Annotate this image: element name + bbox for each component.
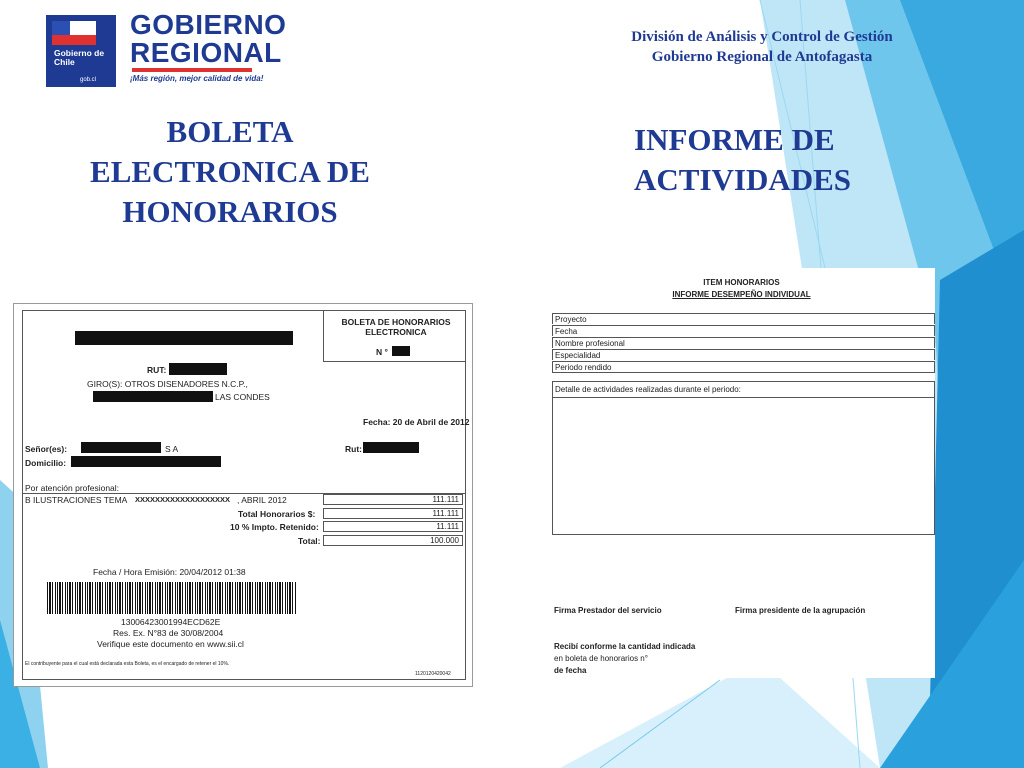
redacted-domicilio [71,456,221,467]
service-month: , ABRIL 2012 [237,495,287,505]
flag-white-stripe [70,21,96,35]
service-amount: 111.111 [323,494,463,505]
retenido-value: 11.111 [323,521,463,532]
verification-code: 13006423001994ECD62E [121,617,221,627]
redacted-name [75,331,293,345]
total-honorarios-value: 111.111 [323,508,463,519]
service-line: B ILUSTRACIONES TEMA [25,495,128,505]
flag-blue-canton [52,21,70,35]
redacted-address [93,391,213,402]
title-informe-line-2: ACTIVIDADES [634,162,852,197]
title-boleta-line-1: BOLETA [166,114,294,149]
commune-text: LAS CONDES [215,392,270,402]
form-row-fecha: Fecha [552,325,935,336]
header-gobierno-regional: Gobierno Regional de Antofagasta [651,49,873,65]
receipt-title-box [323,311,465,362]
total-value: 100.000 [323,535,463,546]
footnote: El contribuyente para el cual está declarada esta Boleta, es el encargado de retener el 10%. [25,661,230,667]
rut-label: RUT: [147,365,167,375]
barcode [47,582,297,614]
total-label: Total: [298,536,321,546]
resolution-text: Res. Ex. N°83 de 30/08/2004 [113,628,224,638]
form-row-nombre: Nombre profesional [552,337,935,348]
recibi-line-2: en boleta de honorarios n° [554,654,648,663]
domicilio-label: Domicilio: [25,458,67,468]
logo-url: gob.cl [80,77,97,83]
header-division: División de Análisis y Control de Gestión [631,29,893,45]
boleta-honorarios-document [13,303,473,687]
form-heading-informe: INFORME DESEMPEÑO INDIVIDUAL [672,290,811,299]
redacted-client [81,442,161,453]
atencion-label: Por atención profesional: [25,483,120,493]
retenido-label: 10 % Impto. Retenido: [230,522,319,532]
recibi-line-3: de fecha [554,666,587,675]
emision-text: Fecha / Hora Emisión: 20/04/2012 01:38 [93,567,246,577]
form-heading-item: ITEM HONORARIOS [703,278,780,287]
total-honorarios-label: Total Honorarios $: [238,509,316,519]
detail-label: Detalle de actividades realizadas durante el periodo: [555,385,741,394]
flag-red-stripe [52,35,96,45]
footer-code: 1120120420042 [415,671,451,677]
firma-prestador: Firma Prestador del servicio [554,606,662,615]
logo-wordmark-regional: REGIONAL [130,37,282,68]
form-row-especialidad: Especialidad [552,349,935,360]
service-code: XXXXXXXXXXXXXXXXXXX [135,495,231,504]
senor-suffix: S A [165,444,179,454]
redacted-rut [169,363,227,375]
receipt-box-title: BOLETA DE HONORARIOS ELECTRONICA [341,317,451,337]
giro-text: GIRO(S): OTROS DISENADORES N.C.P., [87,379,248,389]
firma-presidente: Firma presidente de la agrupación [735,606,866,615]
logo-seal-text: Gobierno de Chile [54,48,105,67]
logo-tagline: ¡Más región, mejor calidad de vida! [130,74,264,83]
rut2-label: Rut: [345,444,362,454]
redacted-number [392,346,410,356]
title-boleta [70,112,390,232]
verify-text: Verifique este documento en www.sii.cl [97,639,244,649]
redacted-client-rut [363,442,419,453]
title-boleta-line-3: HONORARIOS [122,194,338,229]
form-row-proyecto: Proyecto [552,313,935,324]
logo-wordmark-gobierno: GOBIERNO [130,9,287,40]
title-informe-line-1: INFORME DE [634,122,835,157]
informe-desempeno-form [548,268,935,678]
title-informe [634,120,934,200]
receipt-number-label: N ° [376,347,388,357]
form-detail-area [552,381,935,535]
fecha-text: Fecha: 20 de Abril de 2012 [363,417,470,427]
detail-separator [553,397,934,398]
gobierno-de-chile-logo [46,15,116,87]
recibi-line-1: Recibí conforme la cantidad indicada [554,642,696,651]
senor-label: Señor(es): [25,444,68,454]
title-boleta-line-2: ELECTRONICA DE [90,154,370,189]
receipt-frame [22,310,470,680]
form-row-periodo: Periodo rendido [552,361,935,373]
logo-red-bar [132,68,252,72]
